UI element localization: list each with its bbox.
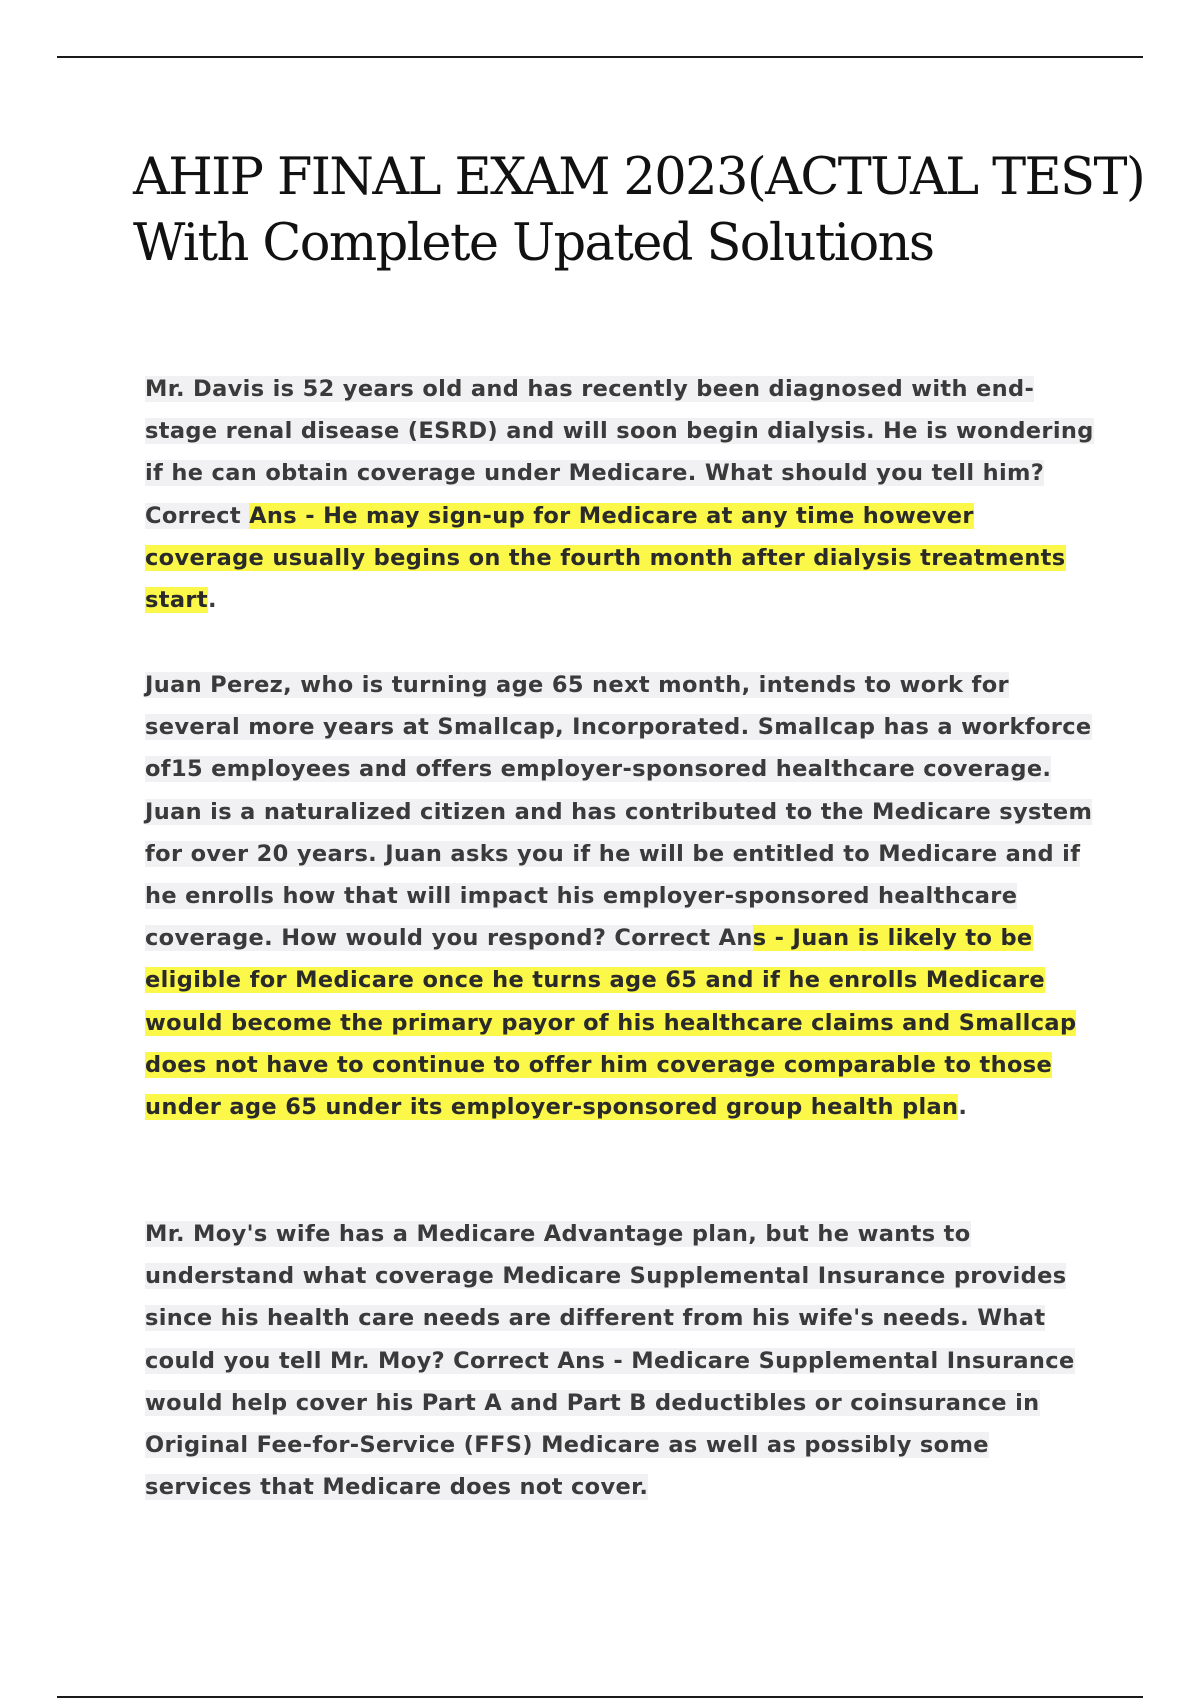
question-text: Juan Perez, who is turning age 65 next month, intends to work for several more years at Smallcap, Incorporated. Smallcap has a workforce of15 employees and offers employer-sponsored healthcare coverage. Juan is a naturalized citizen and has contributed to the Medicare system for over 20 years. Juan asks you if he will be entitled to Medicare and if he enrolls how that will impact his employer-sponsored healthcare coverage. How would you respond? Correct An [145,672,1093,952]
answer-highlight: s - Juan is likely to be eligible for Medicare once he turns age 65 and if he enrolls Medicare would become the primary payor of his healthcare claims and Smallcap does not have to continue to offer him coverage comparable to those under age 65 under its employer-sponsored group health plan [145,925,1077,1121]
title-line-1: AHIP FINAL EXAM 2023(ACTUAL TEST) [133,148,1145,207]
answer-end: . [958,1094,968,1121]
qa-item-2 [145,664,1095,1128]
document-title [133,145,1145,277]
bottom-rule [57,1696,1143,1698]
answer-highlight: Ans - He may sign-up for Medicare at any time however coverage usually begins on the fourth month after dialysis treatments start [145,502,1066,614]
title-line-2: With Complete Upated Solutions [133,214,934,273]
top-rule [57,56,1143,58]
question-and-answer-text: Mr. Moy's wife has a Medicare Advantage plan, but he wants to understand what coverage Medicare Supplemental Insurance provides since his health care needs are different from his wife's needs. What could you tell Mr. Moy? Correct Ans - Medicare Supplemental Insurance would help cover his Part A and Part B deductibles or coinsurance in Original Fee-for-Service (FFS) Medicare as well as possibly some services that Medicare does not cover. [145,1221,1075,1501]
question-text: Mr. Davis is 52 years old and has recently been diagnosed with end-stage renal disease (ESRD) and will soon begin dialysis. He is wondering if he can obtain coverage under Medicare. What should you tell him? Correct [145,376,1094,529]
answer-end: . [207,587,217,614]
qa-item-3 [145,1213,1095,1508]
qa-item-1 [145,368,1095,621]
